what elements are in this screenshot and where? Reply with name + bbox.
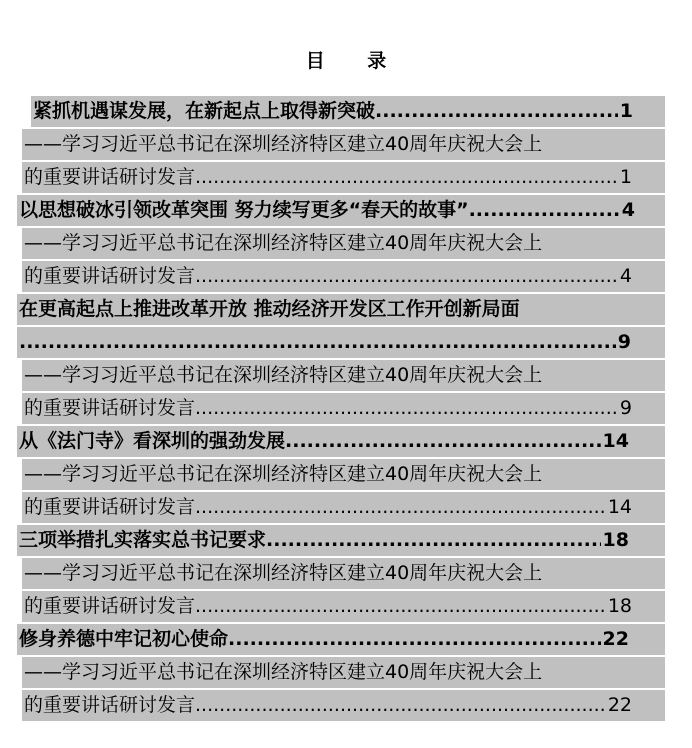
dot-leader [195,590,606,623]
page-number: 14 [607,496,632,518]
toc-heading-text: 以思想破冰引领改革突围 努力续写更多“春天的故事” [19,199,469,221]
dot-leader [228,623,601,656]
dot-leader [195,689,606,722]
subtitle-text: 的重要讲话研讨发言 [24,595,196,617]
page-number: 1 [619,100,633,122]
toc-entry-subtitle [0,128,692,161]
toc-entry-heading[interactable] [0,194,692,227]
dot-leader [375,95,618,128]
dot-leader [195,392,618,425]
page-number: 18 [607,595,632,617]
dot-leader [195,260,618,293]
page-number: 4 [619,265,632,287]
toc-heading-text: 三项举措扎实落实总书记要求 [19,529,267,551]
subtitle-text: ——学习习近平总书记在深圳经济特区建立40周年庆祝大会上 [24,232,543,254]
dot-leader [195,491,606,524]
toc-heading-text: 修身养德中牢记初心使命 [19,628,229,650]
subtitle-text: ——学习习近平总书记在深圳经济特区建立40周年庆祝大会上 [24,133,543,155]
toc-entry-subtitle [0,359,692,392]
toc-entry-subtitle [0,656,692,689]
toc-entry-heading[interactable] [0,623,692,656]
subtitle-text: ——学习习近平总书记在深圳经济特区建立40周年庆祝大会上 [24,661,543,683]
toc-entry-subtitle-page[interactable] [0,491,692,524]
page-number: 4 [621,199,635,221]
toc-heading-text: 紧抓机遇谋发展，在新起点上取得新突破 [33,100,376,122]
dot-leader [195,161,618,194]
toc-entry-heading-leader[interactable] [0,326,692,359]
subtitle-text: 的重要讲话研讨发言 [24,166,196,188]
toc-entry-heading[interactable] [0,425,692,458]
toc-entry-heading[interactable] [0,524,692,557]
page-number: 9 [617,331,631,353]
subtitle-text: 的重要讲话研讨发言 [24,496,196,518]
toc-title: 目 录 [305,50,405,72]
page-number: 1 [619,166,632,188]
toc-entry-subtitle-page[interactable] [0,161,692,194]
toc-entry-subtitle [0,458,692,491]
dot-leader [469,194,620,227]
subtitle-text: 的重要讲话研讨发言 [24,397,196,419]
subtitle-text: 的重要讲话研讨发言 [24,694,196,716]
subtitle-text: ——学习习近平总书记在深圳经济特区建立40周年庆祝大会上 [24,562,543,584]
toc-entry-heading[interactable] [0,95,692,128]
toc-entry-subtitle-page[interactable] [0,260,692,293]
toc-entry-subtitle-page[interactable] [0,590,692,623]
toc-heading-text: 在更高起点上推进改革开放 推动经济开发区工作开创新局面 [19,298,520,320]
toc-entry-subtitle [0,227,692,260]
dot-leader [285,425,601,458]
toc-entry-subtitle-page[interactable] [0,392,692,425]
subtitle-text: 的重要讲话研讨发言 [24,265,196,287]
dot-leader [266,524,601,557]
toc-entry-heading[interactable] [0,293,692,326]
subtitle-text: ——学习习近平总书记在深圳经济特区建立40周年庆祝大会上 [24,364,543,386]
page-number: 9 [619,397,632,419]
subtitle-text: ——学习习近平总书记在深圳经济特区建立40周年庆祝大会上 [24,463,543,485]
page-number: 22 [607,694,632,716]
toc-entry-subtitle-page[interactable] [0,689,692,722]
page-number: 18 [602,529,629,551]
toc-entry-subtitle [0,557,692,590]
page-number: 14 [602,430,629,452]
page-number: 22 [602,628,629,650]
table-of-contents [0,95,692,722]
toc-heading-text: 从《法门寺》看深圳的强劲发展 [19,430,286,452]
dot-leader [19,326,616,359]
